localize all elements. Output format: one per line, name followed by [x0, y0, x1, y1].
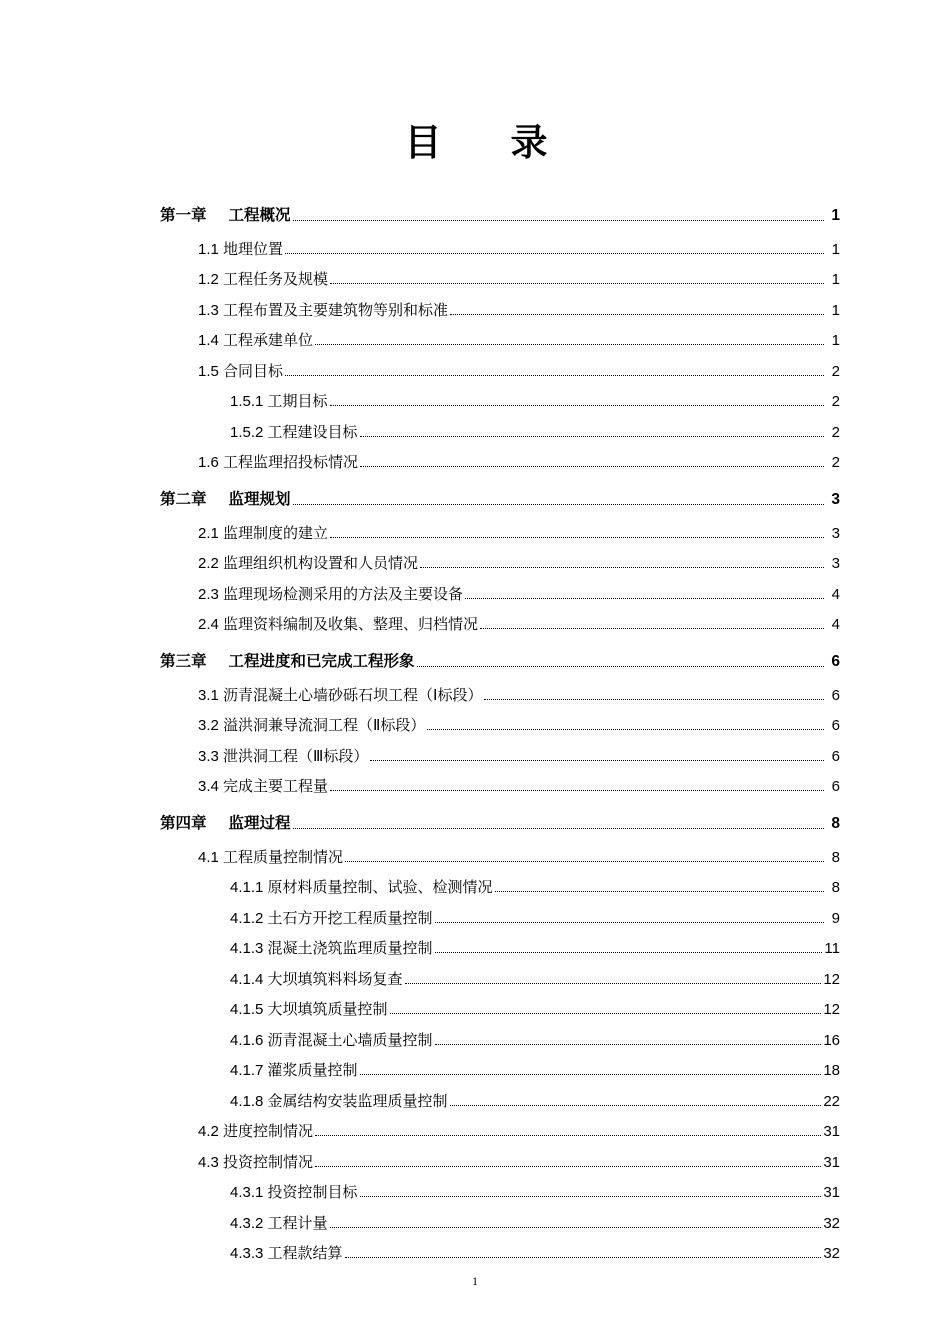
- toc-chapter-number: 第三章: [160, 653, 207, 670]
- page-title: 目 录: [404, 123, 564, 164]
- toc-entry-label: 4.1 工程质量控制情况: [198, 848, 344, 866]
- toc-entry-label: 1.4 工程承建单位: [198, 332, 314, 349]
- toc-leader-dots: [370, 759, 824, 761]
- toc-entry-label: 1.3 工程布置及主要建筑物等别和标准: [198, 301, 449, 319]
- toc-entry-page-number: 6: [831, 653, 840, 670]
- toc-leader-dots: [315, 1134, 821, 1136]
- toc-entry-page-number: 1: [831, 301, 840, 319]
- toc-entry-page-number: 32: [823, 1245, 840, 1262]
- toc-entry-page-number: 9: [831, 909, 840, 927]
- toc-entry[interactable]: [198, 1155, 840, 1170]
- toc-leader-dots: [420, 566, 824, 568]
- toc-entry[interactable]: [198, 455, 840, 470]
- toc-leader-dots: [330, 282, 824, 284]
- toc-entry-label: 4.1.5 大坝填筑质量控制: [230, 1001, 388, 1018]
- toc-leader-dots: [330, 789, 824, 791]
- toc-entry-label: 3.2 溢洪洞兼导流洞工程（Ⅱ标段）: [198, 717, 426, 734]
- toc-entry-label: 3.3 泄洪洞工程（Ⅲ标段）: [198, 747, 369, 765]
- toc-entry-page-number: 6: [831, 717, 840, 734]
- toc-leader-dots: [345, 1256, 822, 1258]
- toc-entry-page-number: 6: [831, 747, 840, 765]
- toc-entry-page-number: 3: [831, 524, 840, 542]
- toc-entry-page-number: 1: [831, 207, 840, 224]
- toc-entry-page-number: 6: [831, 686, 840, 704]
- toc-entry-label: 2.1 监理制度的建立: [198, 524, 329, 542]
- toc-entry[interactable]: [160, 654, 840, 670]
- toc-entry-page-number: 12: [823, 1001, 840, 1018]
- toc-leader-dots: [315, 1165, 821, 1167]
- toc-leader-dots: [293, 219, 824, 221]
- toc-leader-dots: [495, 890, 824, 892]
- toc-entry[interactable]: [198, 242, 840, 257]
- toc-entry-label: 1.2 工程任务及规模: [198, 271, 329, 288]
- toc-entry-label: [160, 208, 291, 224]
- toc-entry-page-number: 18: [823, 1062, 840, 1079]
- toc-entry[interactable]: [198, 556, 840, 571]
- toc-entry[interactable]: [198, 587, 840, 602]
- toc-leader-dots: [315, 343, 824, 345]
- toc-entry-label: 4.1.1 原材料质量控制、试验、检测情况: [230, 879, 493, 896]
- toc-leader-dots: [330, 1226, 822, 1228]
- toc-entry-label: 2.3 监理现场检测采用的方法及主要设备: [198, 585, 464, 603]
- toc-leader-dots: [330, 404, 824, 406]
- toc-entry[interactable]: [230, 911, 840, 926]
- toc-entry-label: 1.5 合同目标: [198, 362, 284, 380]
- toc-entry-label: 4.1.3 混凝土浇筑监理质量控制: [230, 940, 433, 957]
- toc-chapter-title: 工程进度和已完成工程形象: [228, 653, 415, 670]
- toc-entry-label: [160, 492, 291, 508]
- table-of-contents: [0, 166, 950, 1261]
- toc-entry[interactable]: [198, 303, 840, 318]
- toc-entry[interactable]: [230, 1185, 840, 1200]
- toc-entry-page-number: 3: [831, 491, 840, 508]
- toc-entry-label: [160, 816, 291, 832]
- toc-entry-page-number: 31: [823, 1123, 840, 1140]
- toc-entry[interactable]: [198, 333, 840, 348]
- toc-entry-page-number: 2: [831, 454, 840, 471]
- toc-entry[interactable]: [230, 425, 840, 440]
- toc-entry[interactable]: [230, 1094, 840, 1109]
- toc-entry-page-number: 16: [823, 1031, 840, 1049]
- toc-entry[interactable]: [198, 526, 840, 541]
- toc-leader-dots: [450, 313, 824, 315]
- toc-entry[interactable]: [230, 880, 840, 895]
- toc-leader-dots: [293, 503, 824, 505]
- toc-entry-page-number: 6: [831, 778, 840, 795]
- toc-entry-page-number: 2: [831, 393, 840, 410]
- toc-entry[interactable]: [160, 492, 840, 508]
- toc-entry[interactable]: [230, 1246, 840, 1261]
- toc-entry[interactable]: [230, 1063, 840, 1078]
- toc-entry-label: 3.4 完成主要工程量: [198, 778, 329, 795]
- toc-leader-dots: [285, 374, 824, 376]
- toc-entry-label: [160, 654, 415, 670]
- toc-entry-page-number: 22: [823, 1092, 840, 1110]
- toc-entry[interactable]: [198, 850, 840, 865]
- toc-entry-label: 4.3.2 工程计量: [230, 1214, 328, 1232]
- toc-entry-page-number: 31: [823, 1153, 840, 1171]
- toc-chapter-number: 第四章: [160, 815, 207, 832]
- toc-entry[interactable]: [230, 1002, 840, 1017]
- toc-leader-dots: [484, 698, 824, 700]
- toc-entry-label: 3.1 沥青混凝土心墙砂砾石坝工程（Ⅰ标段）: [198, 686, 483, 704]
- toc-entry[interactable]: [160, 816, 840, 832]
- toc-leader-dots: [417, 665, 824, 667]
- toc-entry[interactable]: [198, 617, 840, 632]
- toc-entry-label: 2.2 监理组织机构设置和人员情况: [198, 555, 419, 572]
- toc-entry-page-number: 12: [823, 970, 840, 988]
- toc-entry-label: 4.1.2 土石方开挖工程质量控制: [230, 909, 433, 927]
- toc-entry-page-number: 2: [831, 362, 840, 380]
- toc-entry[interactable]: [230, 394, 840, 409]
- toc-entry-label: 4.3.3 工程款结算: [230, 1245, 343, 1262]
- toc-leader-dots: [293, 827, 824, 829]
- toc-entry[interactable]: [230, 941, 840, 956]
- toc-entry-page-number: 32: [823, 1214, 840, 1232]
- toc-entry-page-number: 8: [831, 848, 840, 866]
- toc-chapter-number: 第二章: [160, 491, 207, 508]
- toc-entry-page-number: 31: [823, 1184, 840, 1201]
- toc-entry-label: 1.1 地理位置: [198, 240, 284, 258]
- toc-leader-dots: [330, 536, 824, 538]
- toc-leader-dots: [427, 728, 824, 730]
- toc-entry[interactable]: [198, 272, 840, 287]
- toc-entry[interactable]: [230, 1033, 840, 1048]
- toc-leader-dots: [360, 435, 824, 437]
- toc-leader-dots: [360, 465, 824, 467]
- toc-leader-dots: [480, 627, 824, 629]
- toc-entry-label: 1.5.2 工程建设目标: [230, 423, 358, 441]
- toc-entry[interactable]: [198, 364, 840, 379]
- toc-leader-dots: [465, 597, 824, 599]
- toc-entry-page-number: 3: [831, 555, 840, 572]
- toc-entry-page-number: 11: [824, 940, 840, 957]
- toc-leader-dots: [450, 1104, 822, 1106]
- toc-entry-label: 4.3.1 投资控制目标: [230, 1184, 358, 1201]
- toc-leader-dots: [435, 1043, 822, 1045]
- toc-leader-dots: [390, 1012, 822, 1014]
- toc-entry[interactable]: [198, 779, 840, 794]
- toc-entry[interactable]: [160, 208, 840, 224]
- toc-leader-dots: [405, 982, 822, 984]
- toc-entry-label: 4.1.6 沥青混凝土心墙质量控制: [230, 1031, 433, 1049]
- toc-chapter-title: 监理规划: [228, 491, 291, 508]
- toc-entry-page-number: 8: [831, 815, 840, 832]
- toc-entry-page-number: 8: [831, 879, 840, 896]
- toc-entry-label: 1.6 工程监理招投标情况: [198, 454, 359, 471]
- toc-leader-dots: [435, 921, 824, 923]
- toc-entry-page-number: 2: [831, 423, 840, 441]
- toc-leader-dots: [285, 252, 824, 254]
- footer-page-number: 1: [472, 1274, 478, 1288]
- toc-entry[interactable]: [230, 972, 840, 987]
- toc-leader-dots: [435, 951, 823, 953]
- toc-entry-page-number: 1: [831, 332, 840, 349]
- toc-entry-page-number: 1: [831, 240, 840, 258]
- toc-leader-dots: [345, 860, 824, 862]
- toc-chapter-title: 工程概况: [228, 207, 291, 224]
- toc-entry-label: 4.1.4 大坝填筑料料场复查: [230, 970, 403, 988]
- toc-entry[interactable]: [198, 749, 840, 764]
- toc-entry-label: 4.1.7 灌浆质量控制: [230, 1062, 358, 1079]
- toc-leader-dots: [360, 1073, 822, 1075]
- toc-entry-page-number: 4: [831, 585, 840, 603]
- toc-entry-label: 4.1.8 金属结构安装监理质量控制: [230, 1092, 448, 1110]
- toc-chapter-number: 第一章: [160, 207, 207, 224]
- toc-entry[interactable]: [230, 1216, 840, 1231]
- toc-entry-label: 4.2 进度控制情况: [198, 1123, 314, 1140]
- toc-entry[interactable]: [198, 718, 840, 733]
- toc-chapter-title: 监理过程: [228, 815, 291, 832]
- toc-entry-page-number: 4: [831, 616, 840, 633]
- toc-entry-page-number: 1: [831, 271, 840, 288]
- toc-entry[interactable]: [198, 688, 840, 703]
- toc-leader-dots: [360, 1195, 822, 1197]
- toc-entry-label: 2.4 监理资料编制及收集、整理、归档情况: [198, 616, 479, 633]
- toc-entry-label: 1.5.1 工期目标: [230, 393, 328, 410]
- toc-entry[interactable]: [198, 1124, 840, 1139]
- toc-entry-label: 4.3 投资控制情况: [198, 1153, 314, 1171]
